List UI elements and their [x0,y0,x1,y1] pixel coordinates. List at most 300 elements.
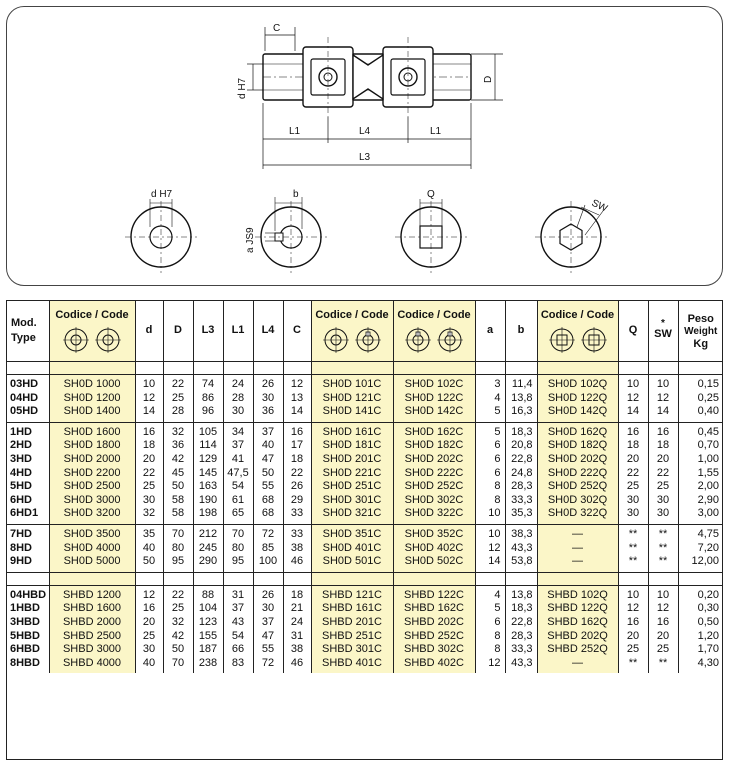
cell-L1 [223,524,253,572]
cell-stack [476,528,501,569]
label-Q: Q [427,189,435,200]
cell-value: 13,8 [511,588,533,601]
cell-value: SH0D 121C [322,391,382,404]
cell-value: SHBD 2500 [62,629,122,642]
cell-value: 0,20 [697,588,719,601]
cell-value: SH0D 3500 [63,527,121,540]
cell-value: 46 [290,555,304,568]
header-code3 [393,301,475,362]
separator-cell [475,572,505,585]
cell-value: 46 [290,656,304,669]
cell-value: 42 [171,452,185,465]
cell-value: 47 [261,629,275,642]
separator-cell [253,362,283,375]
cell-stack [224,378,253,419]
cell-value: 50 [261,466,275,479]
header-kg: Kg [693,337,709,350]
table-row-group [7,524,723,572]
separator-cell [283,362,311,375]
cell-stack [394,589,475,671]
cell-value: SH0D 402C [404,541,464,554]
cell-value: — [572,656,583,669]
cell-stack [194,426,223,521]
header-L3: L3 [193,301,223,362]
label-L4: L4 [359,126,371,137]
cell-value: 20 [142,452,156,465]
cell-value: 33 [290,527,304,540]
cell-value: 31 [231,588,245,601]
cell-value: 10 [142,378,156,390]
cell-stack [284,589,311,671]
cell-value: SH0D 142C [404,405,464,418]
cell-value: 20,8 [511,439,533,452]
cell-value: 37 [231,439,245,452]
cell-value: ** [658,527,668,540]
cell-stack [506,589,533,671]
cell-mod [7,422,49,524]
cell-value: 22 [142,466,156,479]
cell-C [283,524,311,572]
cell-value: 129 [198,452,218,465]
separator-cell [678,362,723,375]
cell-b [505,422,537,524]
cell-stack [136,528,163,569]
cell-value: 42 [171,629,185,642]
cell-value: 96 [201,405,215,418]
cell-value: 1,55 [697,466,719,479]
cell-value: 6 [494,439,501,452]
cell-stack [649,426,678,521]
separator-cell [537,572,618,585]
round-bore-icon [63,327,89,353]
cell-stack [164,589,193,671]
cell-value: 33,3 [511,643,533,656]
cell-w [678,422,723,524]
cell-value: SH0D 252Q [547,480,608,493]
separator-cell [648,362,678,375]
cell-value: 65 [231,507,245,520]
cell-stack [538,589,618,671]
header-peso: Peso [687,312,714,325]
cell-stack [679,528,720,569]
cell-code3 [393,585,475,673]
cell-value: 30 [261,602,275,615]
cell-a [475,585,505,673]
cell-value: 18 [626,439,640,452]
cell-value: 18,3 [511,602,533,615]
cell-value: 20 [626,452,640,465]
cell-value: SH0D 1000 [63,378,121,390]
cell-value: 245 [198,541,218,554]
cell-value: 20 [656,629,670,642]
cell-stack [394,378,475,419]
cell-value: 43 [231,615,245,628]
cell-value: 30 [656,507,670,520]
cell-value: SH0D 352C [404,527,464,540]
cell-value: SH0D 302C [404,493,464,506]
keyway-bore-icon [437,327,463,353]
cell-value: SHBD 202C [404,615,464,628]
cell-value: 16 [142,602,156,615]
cell-value: 30 [142,493,156,506]
cell-value: SHBD 251C [322,629,382,642]
dim-dh7 [237,64,263,99]
cell-value: SHBD 162Q [547,615,608,628]
cell-value: 72 [261,656,275,669]
cell-stack [312,378,393,419]
cell-value: 10 [488,527,501,540]
cell-value: SH0D 3000 [63,493,121,506]
cell-d [135,375,163,423]
cell-value: SH0D 301C [322,493,382,506]
cell-value: 86 [201,391,215,404]
cell-value: 16 [290,425,304,438]
end-view-keyway [245,189,327,273]
cell-stack [254,528,283,569]
dim-lengths [263,103,471,169]
cell-value: 88 [201,588,215,601]
cell-stack [254,426,283,521]
spec-table [7,301,723,673]
cell-value: 6HD [10,493,33,506]
cell-L3 [193,375,223,423]
cell-value: SH0D 101C [322,378,382,390]
cell-value: 12,00 [691,555,719,568]
cell-stack [194,528,223,569]
cell-L1 [223,422,253,524]
cell-stack [50,378,135,419]
cell-value: 14 [656,405,670,418]
end-view-square [395,189,467,273]
cell-D [163,524,193,572]
cell-value: 190 [198,493,218,506]
separator-cell [223,362,253,375]
header-code4-label: Codice / Code [540,309,615,322]
cell-value: 70 [231,527,245,540]
separator-cell [283,572,311,585]
cell-value: 22 [171,378,185,390]
cell-stack [10,426,49,521]
cell-value: ** [658,656,668,669]
cell-value: 155 [198,629,218,642]
cell-value: 16 [142,425,156,438]
cell-L3 [193,585,223,673]
cell-value: SH0D 141C [322,405,382,418]
cell-value: 1,70 [697,643,719,656]
cell-value: 20 [626,629,640,642]
cell-value: 04HD [10,391,39,404]
cell-value: 50 [171,643,185,656]
cell-value: 30 [142,643,156,656]
cell-value: 13,8 [511,391,533,404]
cell-value: 29 [290,493,304,506]
cell-value: 4 [494,391,501,404]
cell-value: SH0D 102C [404,378,464,390]
cell-value: 6 [494,452,501,465]
cell-value: SH0D 222Q [547,466,608,479]
header-code4 [537,301,618,362]
cell-value: 12 [656,602,670,615]
cell-value: 30 [626,507,640,520]
cell-value: 33 [290,507,304,520]
cell-value: 68 [261,507,275,520]
cell-b [505,375,537,423]
cell-stack [136,378,163,419]
cell-value: 25 [171,391,185,404]
cell-stack [164,378,193,419]
cell-value: SH0D 1400 [63,405,121,418]
cell-value: 8 [494,643,501,656]
cell-stack [10,528,49,569]
cell-code [49,524,135,572]
cell-D [163,585,193,673]
cell-value: 6HBD [10,643,40,656]
cell-value: 72 [261,527,275,540]
separator-cell [505,362,537,375]
separator-cell [7,572,49,585]
cell-stack [254,589,283,671]
cell-value: 12 [488,656,501,669]
cell-code2 [311,585,393,673]
cell-value: 22 [290,466,304,479]
cell-value: SHBD 401C [322,656,382,669]
cell-value: SH0D 351C [322,527,382,540]
cell-value: SH0D 221C [322,466,382,479]
cell-value: 17 [290,439,304,452]
cell-value: 25 [142,629,156,642]
cell-value: 10 [656,588,670,601]
separator-cell [135,362,163,375]
cell-value: SH0D 162C [404,425,464,438]
cell-value: 25 [142,480,156,493]
cell-value: 28 [231,391,245,404]
cell-value: 5 [494,425,501,438]
label-dh7-endview: d H7 [151,189,173,200]
cell-value: 18 [142,439,156,452]
cell-value: SH0D 251C [322,480,382,493]
cell-value: 05HD [10,405,39,418]
cell-L4 [253,375,283,423]
cell-value: 18 [290,452,304,465]
cell-stack [224,528,253,569]
cell-value: 66 [231,643,245,656]
dim-D [471,54,503,100]
cell-value: 16 [656,615,670,628]
cell-value: 04HBD [10,588,47,601]
cell-stack [619,528,648,569]
cell-stack [164,528,193,569]
separator-cell [618,362,648,375]
cell-value: SH0D 252C [404,480,464,493]
cell-stack [476,378,501,419]
cell-value: SHBD 1600 [62,602,122,615]
cell-value: 187 [198,643,218,656]
cell-value: SHBD 4000 [62,656,122,669]
cell-value: 32 [171,615,185,628]
cell-stack [284,528,311,569]
cell-value: 26 [261,378,275,390]
cell-value: 70 [171,527,185,540]
cell-value: SHBD 121C [322,588,382,601]
cell-value: SHBD 201C [322,615,382,628]
cell-L3 [193,422,223,524]
cell-value: SHBD 122Q [547,602,608,615]
cell-b [505,585,537,673]
cell-value: ** [658,541,668,554]
cell-value: 7HD [10,527,33,540]
cell-value: 145 [198,466,218,479]
cell-stack [619,589,648,671]
cell-stack [224,426,253,521]
separator-cell [49,362,135,375]
cell-value: 26 [261,588,275,601]
cell-value: 58 [171,507,185,520]
cell-value: 16 [656,425,670,438]
cell-value: SH0D 2200 [63,466,121,479]
header-code3-label: Codice / Code [397,309,471,322]
cell-value: SH0D 2000 [63,452,121,465]
cell-value: SH0D 5000 [63,555,121,568]
cell-value: 3 [494,378,501,390]
cell-value: — [572,541,583,554]
cell-value: SH0D 202C [404,452,464,465]
cell-a [475,524,505,572]
cell-value: 43,3 [511,656,533,669]
cell-value: SHBD 402C [404,656,464,669]
cell-value: 03HD [10,378,39,390]
label-D: D [483,75,494,83]
cell-value: 54 [231,480,245,493]
cell-value: 20 [656,452,670,465]
cell-code2 [311,524,393,572]
separator-cell [163,572,193,585]
cell-value: 22,8 [511,615,533,628]
cell-value: 100 [258,555,278,568]
cell-value: 3HBD [10,615,40,628]
header-row [7,301,723,362]
cell-value: 38 [290,541,304,554]
cell-value: 1HD [10,425,33,438]
cell-value: 123 [198,615,218,628]
header-L1: L1 [223,301,253,362]
label-L1-left: L1 [289,126,301,137]
cell-value: SH0D 502C [404,555,464,568]
cell-value: 50 [171,480,185,493]
cell-stack [506,528,533,569]
cell-value: 35 [142,527,156,540]
cell-stack [312,589,393,671]
cell-value: 2HD [10,439,33,452]
cell-w [678,375,723,423]
cell-stack [506,426,533,521]
cell-value: 38,3 [511,527,533,540]
cell-value: 2,90 [697,493,719,506]
cell-stack [679,426,720,521]
table-row-group [7,422,723,524]
cell-value: 85 [261,541,275,554]
header-code1-label: Codice / Code [55,309,129,322]
cell-value: 114 [199,439,217,452]
cell-value: 28,3 [511,629,533,642]
cell-value: 5HD [10,480,33,493]
cell-value: 24 [290,615,304,628]
cell-value: 95 [231,555,245,568]
cell-value: 14 [290,405,304,418]
cell-L3 [193,524,223,572]
cell-L4 [253,524,283,572]
cell-code2 [311,422,393,524]
cell-stack [10,589,49,671]
label-c: C [273,23,281,34]
cell-value: SH0D 1200 [63,391,121,404]
cell-value: 25 [626,480,640,493]
cell-value: 14 [626,405,640,418]
cell-w [678,524,723,572]
cell-stack [312,528,393,569]
cell-stack [476,589,501,671]
cell-C [283,375,311,423]
technical-drawing [6,6,723,286]
cell-value: SH0D 201C [322,452,382,465]
header-sw-star: * [661,318,665,330]
cell-value: SHBD 161C [322,602,382,615]
cell-value: 212 [198,527,218,540]
cell-value: 36 [171,439,185,452]
separator-cell [505,572,537,585]
cell-code4 [537,585,618,673]
separator-cell [311,362,393,375]
cell-value: 28,3 [511,480,533,493]
cell-value: 37 [261,615,275,628]
cell-value: 41 [231,452,245,465]
cell-stack [194,378,223,419]
cell-value: 30 [231,405,245,418]
cell-d [135,585,163,673]
cell-stack [284,426,311,521]
cell-value: ** [658,555,668,568]
cell-value: 26 [290,480,304,493]
cell-SW [648,524,678,572]
cell-SW [648,422,678,524]
cell-value: 37 [231,602,245,615]
cell-value: 22 [171,588,185,601]
cell-L1 [223,585,253,673]
cell-value: 10 [656,378,670,390]
cell-value: 40 [142,541,156,554]
cell-value: 18,3 [511,425,533,438]
separator-cell [193,362,223,375]
cell-value: 47,5 [227,466,249,479]
cell-value: 68 [261,493,275,506]
cell-value: 32 [171,425,185,438]
cell-value: — [572,527,583,540]
cell-stack [10,378,49,419]
cell-code4 [537,524,618,572]
cell-value: SH0D 122Q [547,391,608,404]
cell-value: SH0D 322Q [547,507,608,520]
square-bore-icon [581,327,607,353]
cell-value: 47 [261,452,275,465]
cell-value: SH0D 162Q [547,425,608,438]
cell-value: 24 [231,378,245,390]
separator-cell [7,362,49,375]
cell-code2 [311,375,393,423]
cell-value: 0,50 [697,615,719,628]
cell-value: 8HD [10,541,33,554]
cell-L4 [253,422,283,524]
separator-cell [163,362,193,375]
cell-stack [538,426,618,521]
